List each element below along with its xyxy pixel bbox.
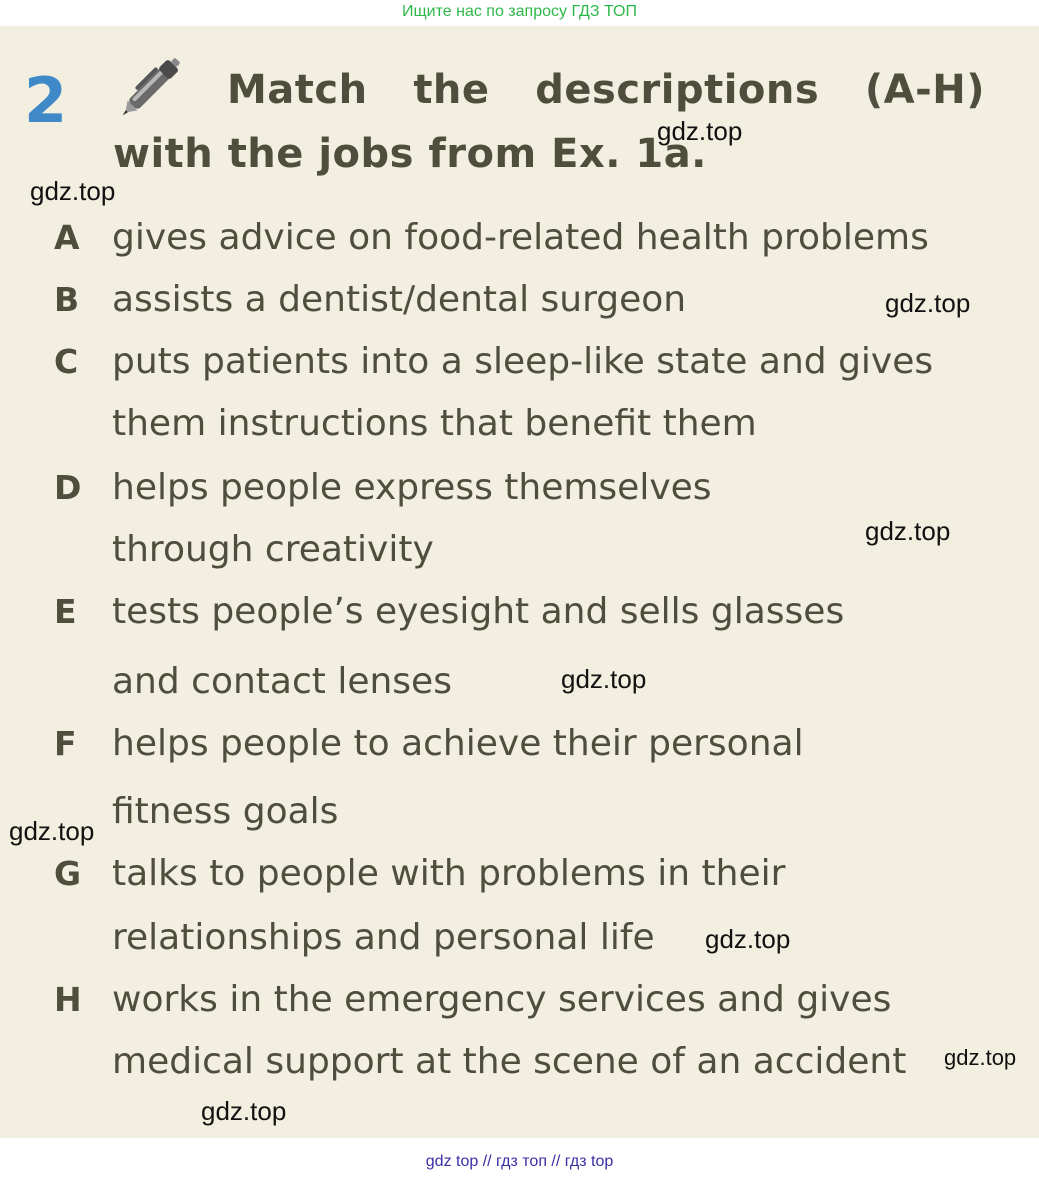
bottom-banner[interactable]: gdz top // гдз топ // гдз top — [425, 1153, 614, 1170]
item-b-line-1: assists a dentist/dental surgeon — [112, 279, 687, 320]
item-letter-c: C — [54, 342, 79, 381]
item-letter-b: B — [54, 280, 80, 319]
item-c-line-1: puts patients into a sleep-like state and gives — [112, 341, 934, 382]
item-letter-g: G — [54, 854, 82, 893]
watermark: gdz.top — [865, 516, 951, 546]
item-letter-a: A — [54, 218, 80, 257]
watermark: gdz.top — [201, 1096, 287, 1126]
item-letter-d: D — [54, 468, 82, 507]
item-g-line-1: talks to people with problems in their — [112, 853, 786, 894]
item-e-line-1: tests people’s eyesight and sells glasses — [112, 591, 845, 632]
item-h-line-1: works in the emergency services and gives — [112, 979, 892, 1020]
item-letter-f: F — [54, 724, 77, 763]
watermark: gdz.top — [30, 176, 116, 206]
watermark: gdz.top — [9, 816, 95, 846]
item-e-line-2: and contact lenses — [112, 661, 452, 702]
item-f-line-2: fitness goals — [112, 791, 339, 832]
descriptions-list — [0, 26, 1039, 1138]
watermark: gdz.top — [657, 116, 743, 146]
top-banner[interactable]: Ищите нас по запросу ГДЗ ТОП — [402, 3, 637, 20]
textbook-page — [0, 26, 1039, 1138]
item-f-line-1: helps people to achieve their personal — [112, 723, 804, 764]
exercise-instruction: Match the descriptions (A-H) with the jobs from Ex. 1a. — [113, 67, 985, 177]
watermark: gdz.top — [885, 288, 971, 318]
watermark: gdz.top — [561, 664, 647, 694]
item-h-line-2: medical support at the scene of an accident — [112, 1041, 907, 1082]
item-d-line-2: through creativity — [112, 529, 434, 570]
watermark: gdz.top — [705, 924, 791, 954]
item-c-line-2: them instructions that benefit them — [112, 403, 757, 444]
item-a-line-1: gives advice on food-related health problems — [112, 217, 929, 258]
watermark: gdz.top — [944, 1045, 1017, 1070]
item-letter-h: H — [54, 980, 82, 1019]
item-letter-e: E — [54, 592, 77, 631]
item-d-line-1: helps people express themselves — [112, 467, 712, 508]
item-g-line-2: relationships and personal life — [112, 917, 655, 958]
exercise-number: 2 — [24, 64, 68, 137]
